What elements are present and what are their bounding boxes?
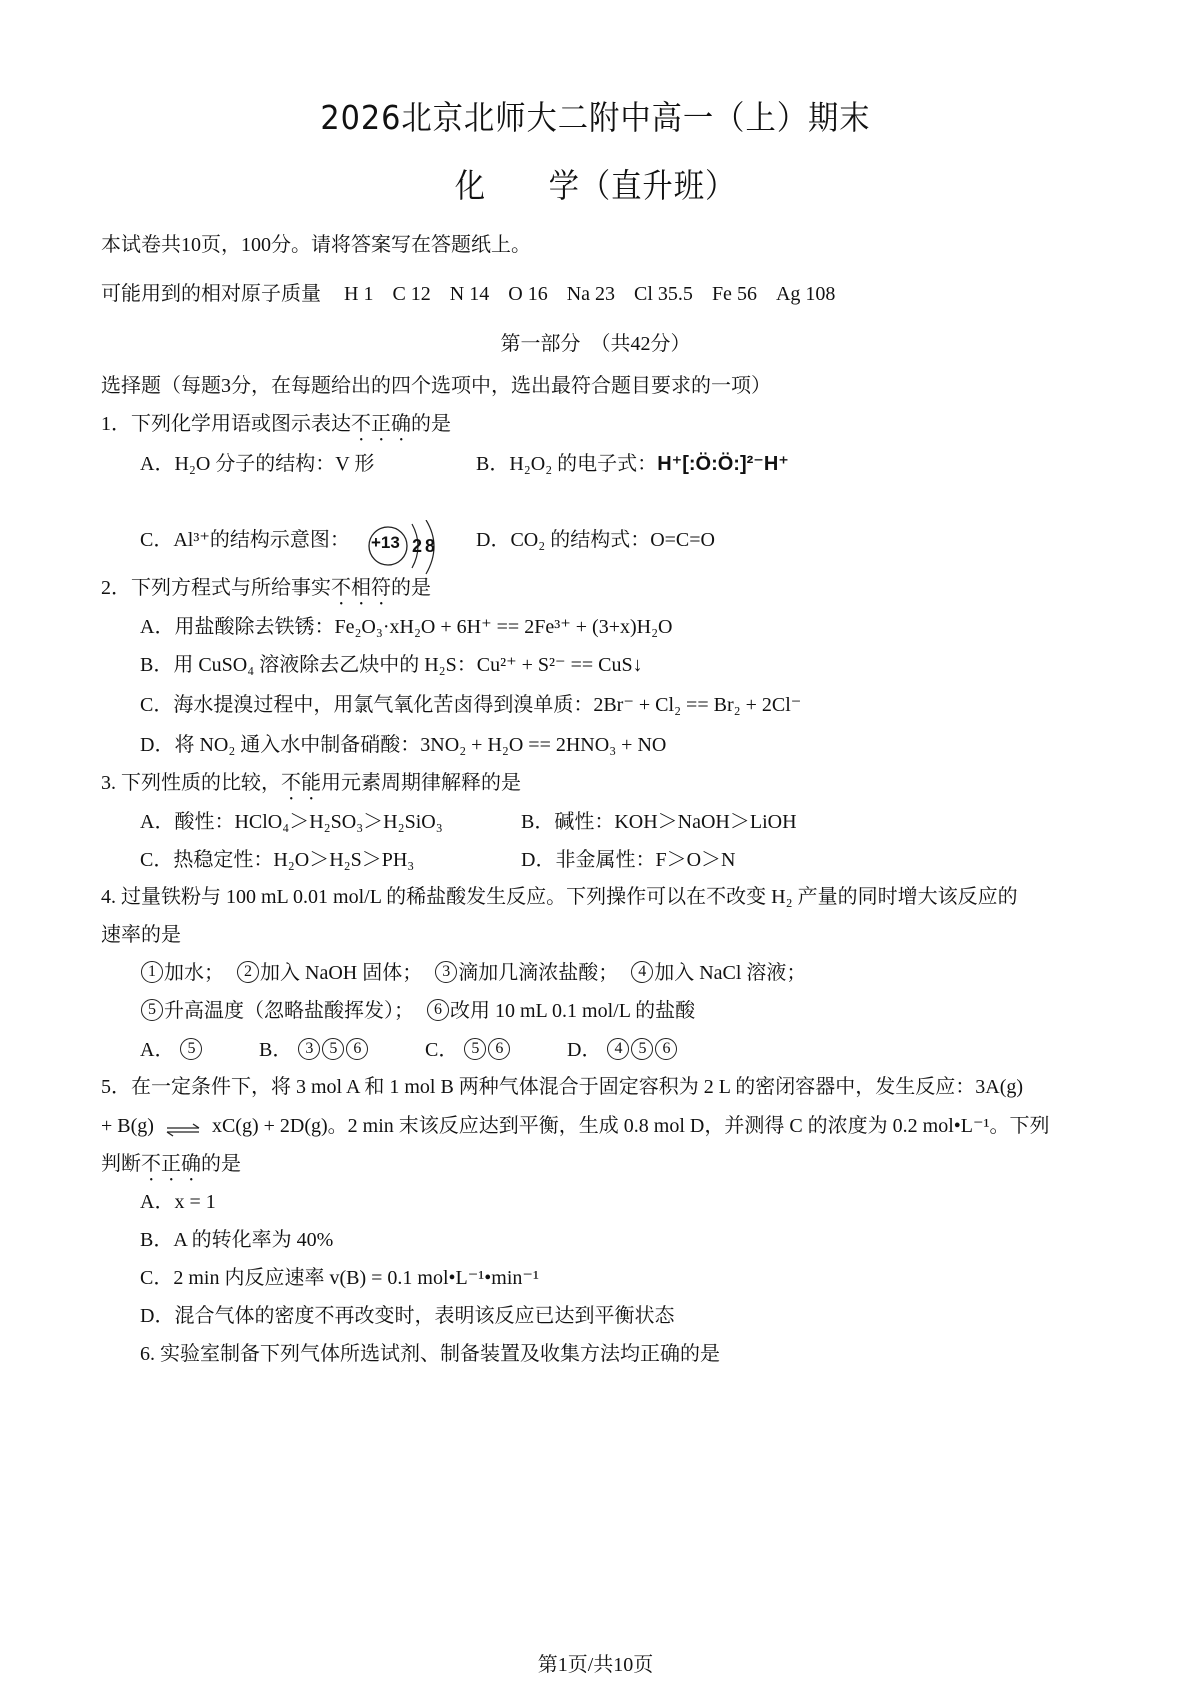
option-label: D．	[476, 529, 511, 551]
circled-number: 5	[464, 1038, 486, 1060]
option-label: C．	[140, 849, 174, 871]
option-text: x = 1	[174, 1191, 216, 1213]
atomic-mass-c: C 12	[392, 283, 431, 305]
q5-option-a[interactable]	[140, 1185, 216, 1214]
circled-number: 5	[141, 999, 163, 1021]
q3-option-a[interactable]	[140, 805, 443, 834]
q1-option-c[interactable]	[140, 523, 350, 552]
option-text: 用 CuSO₄ 溶液除去乙炔中的 H₂S：Cu²⁺ + S²⁻ == CuS↓	[173, 654, 643, 676]
q1-option-a[interactable]	[140, 447, 374, 476]
operation-text: 加水；	[164, 962, 224, 984]
question-2-stem	[101, 571, 431, 610]
emphasized-text: 不正确	[351, 413, 411, 435]
q4-option-b[interactable]	[259, 1033, 369, 1062]
q4-operations-line2	[140, 994, 695, 1023]
option-label: D．	[521, 849, 556, 871]
stem-text: 的是	[411, 413, 451, 435]
question-4-stem-cont: 速率的是	[101, 924, 181, 946]
stem-text: 实验室制备下列气体所选试剂、制备装置及收集方法均正确的是	[160, 1343, 720, 1365]
q3-option-c[interactable]	[140, 843, 414, 872]
option-text: 酸性：HClO₄＞H₂SO₃＞H₂SiO₃	[174, 811, 443, 833]
atomic-mass-o: O 16	[508, 283, 548, 305]
emphasized-text: 不能	[281, 772, 321, 794]
exam-subject: 化 学（直升班）	[454, 166, 737, 205]
circled-number: 5	[180, 1038, 202, 1060]
q4-option-a[interactable]	[140, 1033, 203, 1062]
question-number: 6.	[140, 1343, 155, 1365]
shell-1-electrons: 2	[412, 536, 423, 556]
option-label: A．	[140, 811, 175, 833]
circled-number: 6	[427, 999, 449, 1021]
stem-text: 在一定条件下，将 3 mol A 和 1 mol B 两种气体混合于固定容积为 2 L 的密闭容器中，发生反应：3A(g)	[131, 1076, 1024, 1098]
option-label: D．	[140, 734, 175, 756]
stem-text: 的是	[391, 577, 431, 599]
page-number: 第1页/共10页	[537, 1654, 654, 1676]
stem-text: 用元素周期律解释的是	[321, 772, 521, 794]
part1-heading: 第一部分 （共42分）	[500, 333, 691, 355]
part1-instructions: 选择题（每题3分，在每题给出的四个选项中，选出最符合题目要求的一项）	[101, 375, 771, 397]
circled-number: 4	[631, 961, 653, 983]
stem-text: xC(g) + 2D(g)。2 min 末该反应达到平衡，生成 0.8 mol D，并测得 C 的浓度为 0.2 mol•L⁻¹。下列	[211, 1115, 1050, 1137]
option-text: CO₂ 的结构式：O=C=O	[510, 529, 715, 551]
operation-text: 改用 10 mL 0.1 mol/L 的盐酸	[450, 1000, 696, 1022]
emphasized-text: 不正确	[141, 1153, 201, 1175]
option-label: D．	[140, 1305, 175, 1327]
stem-text: + B(g)	[101, 1115, 154, 1137]
circled-number: 3	[298, 1038, 320, 1060]
option-label: C．	[140, 694, 174, 716]
q5-option-d[interactable]	[140, 1299, 674, 1328]
h2o2-electron-formula: H⁺[:Ö:Ö:]²⁻H⁺	[657, 453, 789, 475]
question-5-stem-cont	[101, 1109, 1050, 1138]
question-number: 2．	[101, 577, 131, 599]
operation-text: 滴加几滴浓盐酸；	[458, 962, 619, 984]
question-5-stem	[101, 1070, 1023, 1099]
option-text: 混合气体的密度不再改变时，表明该反应已达到平衡状态	[174, 1305, 675, 1327]
option-label: A．	[140, 1191, 175, 1213]
circled-number: 3	[435, 961, 457, 983]
q5-option-b[interactable]	[140, 1223, 333, 1252]
q5-option-c[interactable]	[140, 1261, 539, 1290]
option-label: B．	[476, 453, 510, 475]
option-text: Al³⁺的结构示意图：	[173, 529, 350, 551]
option-label: A．	[140, 453, 175, 475]
nucleus-charge: +13	[371, 533, 400, 552]
atomic-mass-na: Na 23	[566, 283, 616, 305]
circled-number: 6	[655, 1038, 677, 1060]
option-text: 海水提溴过程中，用氯气氧化苦卤得到溴单质：2Br⁻ + Cl₂ == Br₂ + 2Cl⁻	[173, 694, 802, 716]
circled-number: 5	[631, 1038, 653, 1060]
circled-number: 2	[237, 961, 259, 983]
stem-text: 过量铁粉与 100 mL 0.01 mol/L 的稀盐酸发生反应。下列操作可以在不改变 H₂ 产量的同时增大该反应的	[121, 886, 1018, 908]
option-text: 非金属性：F＞O＞N	[555, 849, 736, 871]
option-label: C．	[425, 1039, 459, 1061]
option-text: 热稳定性：H₂O＞H₂S＞PH₃	[173, 849, 415, 871]
question-number: 1．	[101, 413, 131, 435]
option-text: 2 min 内反应速率 v(B) = 0.1 mol•L⁻¹•min⁻¹	[173, 1267, 539, 1289]
option-label: D．	[567, 1039, 602, 1061]
stem-text: 下列方程式与所给事实	[131, 577, 331, 599]
emphasized-text: 不相符	[331, 577, 391, 599]
circled-number: 5	[322, 1038, 344, 1060]
stem-text: 的是	[201, 1153, 241, 1175]
option-label: B．	[140, 654, 174, 676]
option-label: B．	[140, 1229, 174, 1251]
circled-number: 6	[488, 1038, 510, 1060]
equilibrium-arrow-icon	[165, 1120, 201, 1134]
option-text: A 的转化率为 40%	[173, 1229, 334, 1251]
q3-option-d[interactable]	[521, 843, 735, 872]
option-label: C．	[140, 529, 174, 551]
operation-text: 加入 NaOH 固体；	[260, 962, 423, 984]
option-label: A．	[140, 616, 175, 638]
atomic-mass-label: 可能用到的相对原子质量	[101, 283, 321, 305]
q3-option-b[interactable]	[521, 805, 797, 834]
question-number: 3.	[101, 772, 116, 794]
circled-number: 1	[141, 961, 163, 983]
question-number: 5．	[101, 1076, 131, 1098]
q1-option-d[interactable]	[476, 523, 715, 552]
circled-number: 4	[607, 1038, 629, 1060]
question-number: 4.	[101, 886, 116, 908]
stem-text: 判断	[101, 1153, 141, 1175]
option-label: B．	[521, 811, 555, 833]
option-label: A．	[140, 1039, 175, 1061]
operation-text: 升高温度（忽略盐酸挥发）；	[164, 1000, 414, 1022]
atomic-mass-cl: Cl 35.5	[634, 283, 693, 305]
atomic-mass-ag: Ag 108	[775, 283, 836, 305]
circled-number: 6	[346, 1038, 368, 1060]
option-text: H₂O 分子的结构：V 形	[174, 453, 375, 475]
q2-option-d[interactable]	[140, 728, 666, 757]
question-6-stem	[140, 1337, 720, 1366]
q2-option-a[interactable]	[140, 610, 673, 639]
q2-option-b[interactable]	[140, 648, 643, 677]
shell-2-electrons: 8	[425, 536, 436, 556]
q1-option-b[interactable]	[476, 447, 789, 476]
option-label: B．	[259, 1039, 293, 1061]
option-label: C．	[140, 1267, 174, 1289]
q2-option-c[interactable]	[140, 688, 801, 717]
atomic-mass-line	[101, 277, 835, 306]
q4-option-c[interactable]	[425, 1033, 511, 1062]
q4-operations-line1	[140, 956, 806, 985]
atomic-mass-n: N 14	[449, 283, 490, 305]
exam-title: 2026北京北师大二附中高一（上）期末	[320, 98, 871, 137]
question-3-stem	[101, 766, 521, 805]
stem-text: 下列性质的比较，	[121, 772, 281, 794]
option-text: 将 NO₂ 通入水中制备硝酸：3NO₂ + H₂O == 2HNO₃ + NO	[174, 734, 667, 756]
atomic-mass-fe: Fe 56	[711, 283, 757, 305]
option-text: H₂O₂ 的电子式：	[509, 453, 658, 475]
question-5-stem-end	[101, 1147, 241, 1186]
option-text: 碱性：KOH＞NaOH＞LiOH	[554, 811, 797, 833]
stem-text: 下列化学用语或图示表达	[131, 413, 351, 435]
question-4-stem	[101, 880, 1018, 909]
option-text: 用盐酸除去铁锈：Fe₂O₃·xH₂O + 6H⁺ == 2Fe³⁺ + (3+x)H₂O	[174, 616, 673, 638]
atomic-mass-h: H 1	[344, 283, 374, 305]
exam-info: 本试卷共10页，100分。请将答案写在答题纸上。	[101, 234, 531, 256]
q4-option-d[interactable]	[567, 1033, 678, 1062]
question-1-stem	[101, 407, 451, 446]
operation-text: 加入 NaCl 溶液；	[654, 962, 807, 984]
